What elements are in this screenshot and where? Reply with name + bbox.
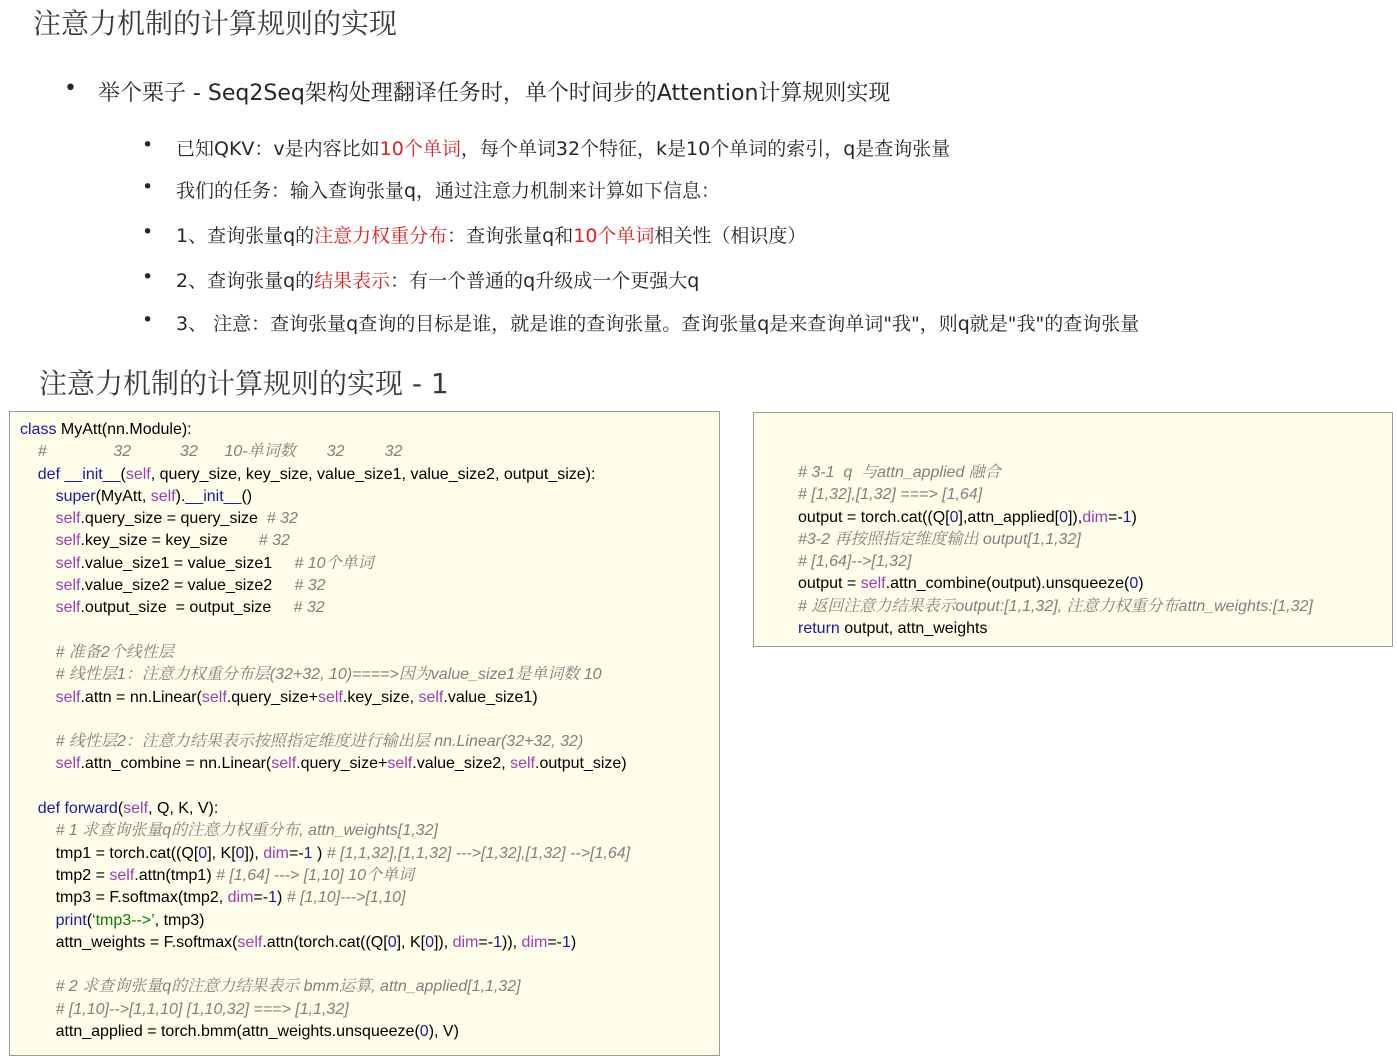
page-title: 注意力机制的计算规则的实现 [33, 7, 398, 40]
code-token: self [123, 800, 149, 818]
code-token: self [510, 755, 535, 773]
code-line [20, 999, 630, 1021]
code-line [20, 687, 630, 709]
code-line [20, 508, 630, 530]
code-token: =- [547, 933, 562, 951]
code-line [20, 932, 630, 954]
code-token: .output_size = output_size [80, 599, 294, 617]
code-token: ( [117, 800, 124, 818]
code-line [20, 642, 630, 664]
code-line [798, 507, 1313, 529]
code-content [798, 462, 1313, 640]
code-token [20, 488, 56, 505]
code-token: # 32 32 10-单词数 32 32 [20, 443, 403, 461]
code-token: self [237, 933, 263, 951]
code-token: ), V) [428, 1023, 459, 1041]
code-token: , query_size, key_size, value_size1, value_size2, output_size): [150, 465, 596, 483]
code-token: __init__ [64, 465, 121, 483]
code-token: 0 [425, 933, 434, 951]
code-token: self [55, 599, 81, 617]
code-token [20, 555, 56, 572]
code-token [20, 689, 56, 706]
code-token: .query_size+ [226, 688, 318, 706]
code-token: tmp2 = [20, 866, 110, 884]
code-token: self [150, 487, 176, 505]
code-token: .attn(tmp1) [134, 866, 217, 884]
code-token: # 32 [294, 577, 326, 595]
code-token: ]), [433, 933, 453, 951]
code-token: tmp1 = torch.cat((Q[ [20, 844, 199, 862]
code-token: 0 [198, 844, 208, 862]
text-part: ：查询张量q和 [447, 225, 574, 247]
bullet-dot: • [142, 309, 154, 331]
text-part: ：有一个普通的q升级成一个更强大q [390, 270, 700, 292]
text-part: 2、查询张量q的 [176, 270, 315, 292]
code-token: self [55, 688, 81, 706]
code-token [20, 510, 56, 527]
code-token: # [1,32],[1,32] ===> [1,64] [798, 486, 983, 504]
code-token: 0 [235, 844, 245, 862]
code-token: return [798, 620, 845, 638]
code-line [20, 865, 630, 887]
code-token: dim [521, 933, 548, 951]
code-token: .attn_combine = nn.Linear( [80, 755, 272, 773]
code-token: dim [1082, 508, 1108, 526]
code-token: # 1 求查询张量q的注意力权重分布, attn_weights[1,32] [20, 822, 438, 840]
code-token: =- [289, 844, 304, 862]
code-token: __init__ [185, 487, 242, 505]
code-token: =- [253, 889, 269, 907]
code-token: # 10个单词 [294, 554, 374, 572]
text-part: 3、 注意：查询张量q查询的目标是谁，就是谁的查询张量。查询张量q是来查询单词"我"，则q就是"我"的查询张量 [176, 313, 1140, 335]
code-token: .value_size1 = value_size1 [80, 554, 295, 572]
bullet-dot: • [142, 221, 154, 243]
code-token: .attn = nn.Linear( [80, 688, 202, 706]
code-line [20, 553, 630, 575]
code-token: attn_applied = torch.bmm(attn_weights.unsqueeze( [20, 1023, 420, 1041]
code-token: self [55, 577, 81, 595]
code-token: 1 [268, 889, 277, 907]
code-token: def [37, 465, 65, 483]
code-token [20, 912, 56, 929]
code-token: self [55, 510, 81, 528]
code-token: )), [502, 933, 522, 951]
code-block-right [753, 412, 1393, 647]
code-token [20, 577, 56, 594]
code-token: # 线性层2：注意力结果表示按照指定维度进行输出层 nn.Linear(32+32, 32) [20, 733, 584, 751]
code-token: dim [452, 933, 479, 951]
code-token: .value_size1) [443, 688, 538, 706]
code-line [20, 530, 630, 552]
code-token: 1 [493, 933, 502, 951]
code-token: self [109, 866, 135, 884]
text-part: 1、查询张量q的 [176, 225, 315, 247]
code-token: ]), [244, 844, 264, 862]
code-token: 0 [949, 508, 959, 526]
code-token: .key_size = key_size [80, 532, 259, 550]
code-token: def [37, 800, 65, 818]
code-token: (MyAtt, [95, 487, 151, 505]
code-token: .key_size, [342, 688, 419, 706]
sub-bullet-text [176, 221, 806, 248]
code-token: , Q, K, V): [148, 800, 219, 818]
code-token: # [1,1,32],[1,1,32] --->[1,32],[1,32] -->[1,64] [326, 844, 631, 862]
code-token: attn_weights = F.softmax( [20, 933, 238, 951]
code-line [20, 798, 630, 820]
code-token: 1 [303, 844, 313, 862]
code-token: tmp3 = F.softmax(tmp2, [20, 889, 228, 907]
code-content [20, 419, 630, 1043]
text-part: 我们的任务：输入查询张量q，通过注意力机制来计算如下信息： [176, 180, 721, 202]
highlight-text: 10个单词 [573, 225, 655, 247]
code-token: ) [276, 889, 287, 907]
code-token: .query_size+ [296, 755, 388, 773]
code-line [20, 820, 630, 842]
code-line [20, 954, 630, 976]
bullet-dot: • [142, 134, 154, 156]
code-token: self [125, 465, 151, 483]
code-token: self [55, 554, 81, 572]
code-line [20, 575, 630, 597]
code-line [798, 596, 1313, 618]
code-token: self [201, 688, 227, 706]
code-line [798, 573, 1313, 595]
code-token: 0 [1129, 575, 1139, 593]
code-token: # 准备2个线性层 [20, 643, 174, 661]
code-token: class [20, 421, 61, 438]
code-line [20, 620, 630, 642]
code-token: ‘tmp3-->’ [92, 911, 155, 929]
code-token: .output_size) [535, 755, 627, 773]
code-line [20, 887, 630, 909]
code-line [20, 464, 630, 486]
sub-bullet-text [176, 134, 950, 161]
bullet-dot: • [64, 76, 77, 101]
code-token: () [241, 487, 253, 505]
code-line [798, 462, 1313, 484]
code-token: # 32 [258, 532, 290, 550]
code-line [20, 486, 630, 508]
code-token: ],attn_applied[ [958, 508, 1060, 526]
code-line [20, 731, 630, 753]
code-token: self [860, 575, 886, 593]
code-token [20, 599, 56, 616]
code-token: # [1,10]--->[1,10] [286, 889, 406, 907]
code-line [20, 843, 630, 865]
code-line [798, 551, 1313, 573]
code-token: .value_size2, [412, 755, 511, 773]
sub-bullet-text [176, 309, 1139, 336]
code-token: .attn_combine(output).unsqueeze( [885, 575, 1130, 593]
code-token: ) [570, 933, 577, 951]
code-line [20, 709, 630, 731]
code-token: ]), [1067, 508, 1083, 526]
code-token [20, 532, 56, 549]
code-token: output = [798, 575, 861, 593]
highlight-text: 10个单词 [379, 138, 461, 160]
code-token: ( [86, 911, 93, 929]
code-token: ], K[ [396, 933, 426, 951]
code-token: # 2 求查询张量q的注意力结果表示 bmm运算, attn_applied[1,1,32] [20, 978, 521, 996]
bullet-dot: • [142, 266, 154, 288]
code-token: 1 [562, 933, 571, 951]
code-token: ) [1138, 575, 1144, 593]
code-line [798, 618, 1313, 640]
code-line [20, 419, 630, 441]
code-token: # [1,64] ---> [1,10] 10个单词 [216, 866, 414, 884]
sub-bullet-text [176, 176, 720, 203]
code-token: self [55, 755, 81, 773]
code-token: dim [263, 844, 289, 862]
code-token: print [55, 911, 87, 929]
main-bullet-text: 举个栗子 - Seq2Seq架构处理翻译任务时，单个时间步的Attention计算规则实现 [98, 81, 891, 106]
code-token: self [418, 688, 444, 706]
code-line [20, 753, 630, 775]
code-token [20, 466, 38, 483]
code-token: # 3-1 q 与attn_applied 融合 [798, 464, 1001, 481]
code-token: # [1,10]-->[1,1,10] [1,10,32] ===> [1,1,32] [20, 1000, 349, 1018]
text-part: 相关性（相识度） [654, 225, 807, 247]
code-token: =- [478, 933, 494, 951]
code-token: .value_size2 = value_size2 [80, 577, 295, 595]
code-block-left [9, 411, 720, 1056]
code-token: ) [1131, 508, 1137, 526]
code-token: # 32 [266, 510, 298, 528]
code-token: 0 [1059, 508, 1068, 526]
code-token: super [55, 487, 96, 505]
code-token: ). [175, 487, 186, 505]
highlight-text: 结果表示 [314, 270, 391, 292]
code-token: .attn(torch.cat((Q[ [262, 933, 388, 951]
code-token: # [1,64]-->[1,32] [798, 553, 912, 571]
highlight-text: 注意力权重分布 [314, 225, 448, 247]
code-token: 0 [387, 933, 397, 951]
code-line [20, 597, 630, 619]
code-token: output, attn_weights [844, 620, 988, 638]
code-token: # 32 [293, 599, 325, 617]
code-token [20, 800, 38, 817]
code-token: dim [227, 889, 254, 907]
code-token: self [271, 755, 297, 773]
code-token: 0 [419, 1023, 429, 1041]
code-line [20, 1021, 630, 1043]
code-token: #3-2 再按照指定维度输出 output[1,1,32] [798, 530, 1081, 548]
code-line [798, 529, 1313, 551]
code-line [20, 664, 630, 686]
code-token: output = torch.cat((Q[ [798, 508, 950, 526]
code-token: =- [1107, 508, 1123, 526]
code-token: ) [312, 844, 327, 862]
code-token: MyAtt(nn.Module): [60, 421, 192, 438]
code-line [20, 910, 630, 932]
code-token [20, 755, 56, 772]
code-token: self [317, 688, 343, 706]
code-token: 1 [1122, 508, 1132, 526]
code-token: self [387, 755, 413, 773]
text-part: ，每个单词32个特征，k是10个单词的索引，q是查询张量 [460, 138, 951, 160]
code-token: .query_size = query_size [80, 510, 267, 528]
code-token: self [55, 532, 81, 550]
code-line [20, 776, 630, 798]
code-line [20, 441, 630, 463]
text-part: 已知QKV：v是内容比如 [176, 138, 380, 160]
bullet-dot: • [142, 176, 154, 198]
code-line [20, 976, 630, 998]
code-token: forward [64, 800, 118, 818]
code-token: ( [120, 465, 126, 483]
section-title: 注意力机制的计算规则的实现 - 1 [39, 367, 449, 400]
code-token: # 线性层1：注意力权重分布层(32+32, 10)====>因为value_size1是单词数 10 [20, 666, 602, 684]
sub-bullet-text [176, 266, 699, 293]
code-token: # 返回注意力结果表示output:[1,1,32], 注意力权重分布attn_weights:[1,32] [798, 597, 1313, 615]
code-token: , tmp3) [154, 911, 205, 929]
code-token: ], K[ [207, 844, 236, 862]
code-line [798, 484, 1313, 506]
